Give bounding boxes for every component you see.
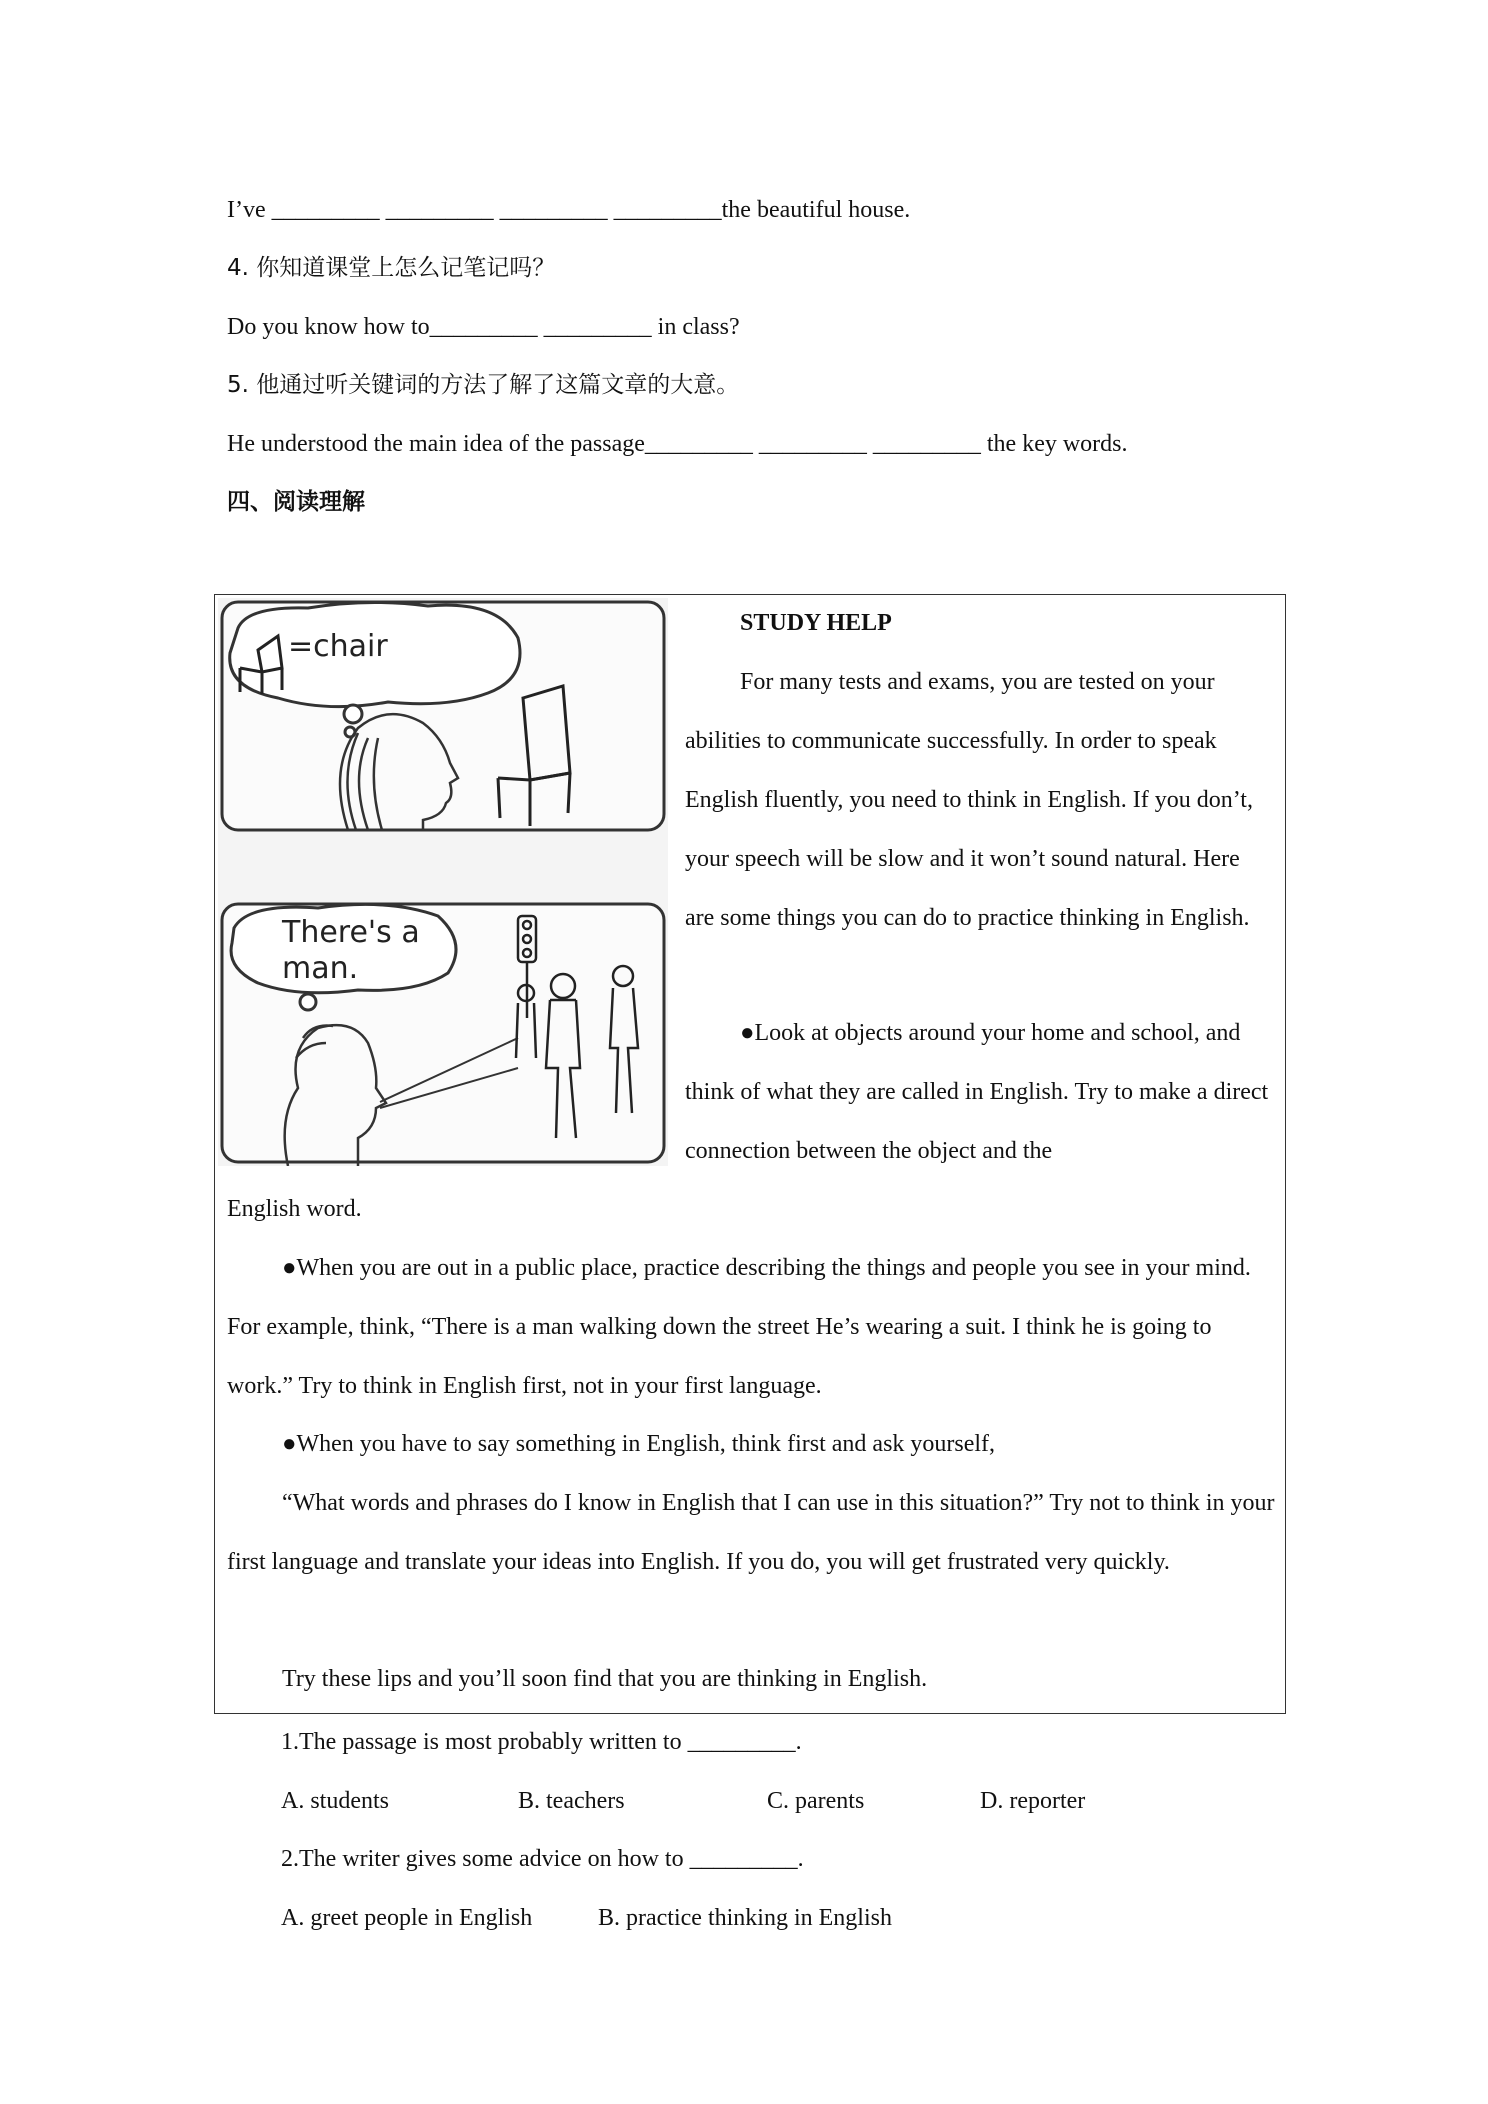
study-help-illustration (218, 598, 668, 1166)
question-1-option-d[interactable]: D. reporter (980, 1788, 1086, 1814)
bubble-text-line-2: man. (282, 951, 359, 986)
passage-paragraph-2: ●Look at objects around your home and school, and think of what they are called in English. Try to make a direct connection between the object and the (685, 1020, 1269, 1164)
question-1-option-a[interactable]: A. students (281, 1788, 389, 1814)
question-1-option-b[interactable]: B. teachers (518, 1788, 625, 1814)
section-4-title: 四、阅读理解 (227, 489, 365, 515)
passage-title: STUDY HELP (740, 610, 892, 636)
question-2-option-a[interactable]: A. greet people in English (281, 1905, 533, 1931)
passage-paragraph-3: ●When you are out in a public place, practice describing the things and people you see in your mind. For example, think, “There is a man walking down the street He’s wearing a suit. I think he is going to work.” Try to think in English first, not in your first language. (227, 1255, 1251, 1399)
bubble-text-line-1: There's a (282, 915, 420, 950)
question-2-option-b[interactable]: B. practice thinking in English (598, 1905, 892, 1931)
question-1-stem: 1.The passage is most probably written to _________. (281, 1729, 802, 1755)
chair-label: =chair (288, 629, 388, 664)
question-5-english: He understood the main idea of the passage_________ _________ _________ the key words. (227, 431, 1128, 457)
passage-paragraph-4: ●When you have to say something in English, think first and ask yourself, (282, 1431, 996, 1457)
question-4-chinese: 4. 你知道课堂上怎么记笔记吗？ (227, 255, 556, 281)
passage-paragraph-2-tail: English word. (227, 1196, 362, 1222)
question-2-stem: 2.The writer gives some advice on how to _________. (281, 1846, 804, 1872)
passage-paragraph-6: Try these lips and you’ll soon find that you are thinking in English. (282, 1666, 928, 1692)
exercise-line-1: I’ve _________ _________ _________ _________the beautiful house. (227, 197, 911, 223)
passage-paragraph-5: “What words and phrases do I know in English that I can use in this situation?” Try not to think in your first language and translate your ideas into English. If you do, you will get frustrated very quickly. (227, 1490, 1275, 1575)
question-4-english: Do you know how to_________ _________ in class? (227, 314, 740, 340)
question-1-option-c[interactable]: C. parents (767, 1788, 865, 1814)
passage-paragraph-1: For many tests and exams, you are tested on your abilities to communicate successfully. In order to speak English fluently, you need to think in English. If you don’t, your speech will be slow and it won’t sound natural. Here are some things you can do to practice thinking in English. (685, 669, 1253, 931)
question-5-chinese: 5. 他通过听关键词的方法了解了这篇文章的大意。 (227, 372, 740, 398)
